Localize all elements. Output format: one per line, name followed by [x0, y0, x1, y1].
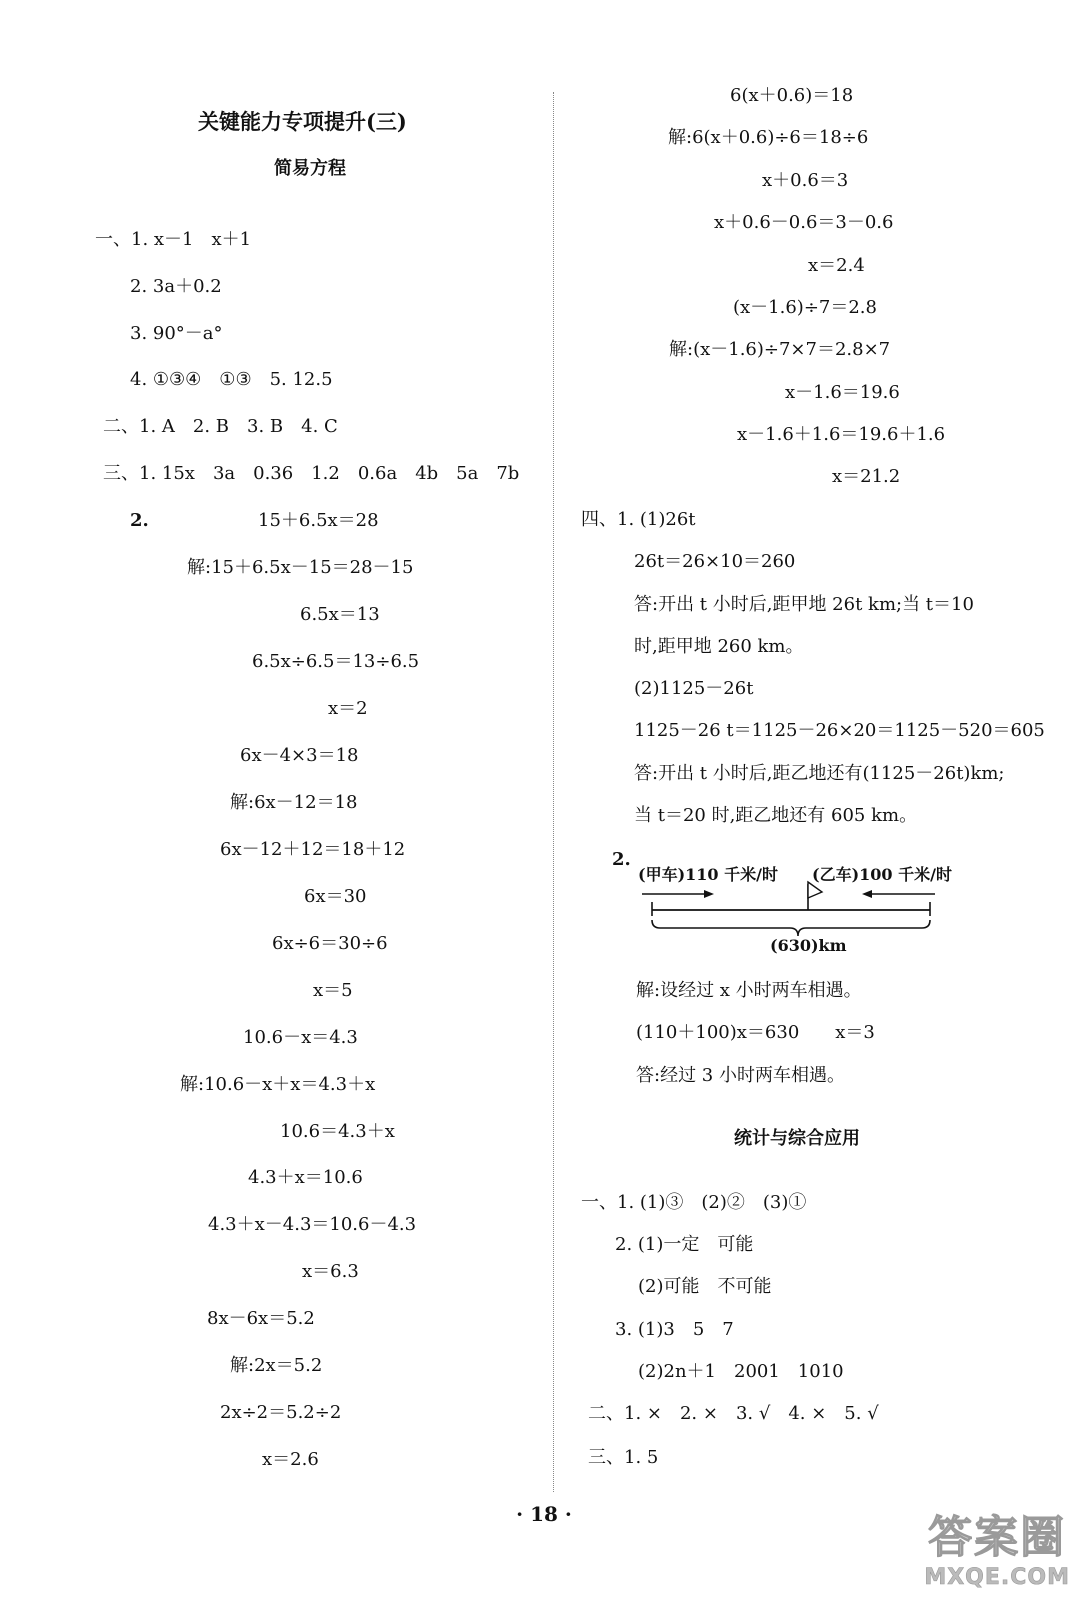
distance-label: (630)km: [770, 936, 847, 955]
answer-line: 3. 90°－a°: [130, 323, 223, 344]
equation-line: 4.3＋x＝10.6: [248, 1167, 363, 1188]
meeting-flag: [808, 882, 822, 898]
page-number: · 18 ·: [516, 1502, 572, 1526]
equation-line: 解:15＋6.5x－15＝28－15: [187, 557, 414, 578]
equation-line: 10.6＝4.3＋x: [280, 1121, 395, 1142]
meeting-diagram: [630, 858, 950, 958]
answer-line: 二、1. A 2. B 3. B 4. C: [103, 416, 338, 437]
answer-line: 时,距甲地 260 km。: [634, 636, 804, 657]
equation-line: 15＋6.5x＝28: [258, 510, 379, 531]
equation-line: x＝5: [313, 980, 353, 1001]
answer-line: 答:经过 3 小时两车相遇。: [636, 1065, 845, 1086]
equation-line: x＋0.6＝3: [762, 170, 849, 191]
answer-line: 26t＝26×10＝260: [634, 551, 796, 572]
equation-line: x＝21.2: [832, 466, 901, 487]
answer-line: (110＋100)x＝630 x＝3: [636, 1022, 875, 1043]
equation-line: x＋0.6－0.6＝3－0.6: [714, 212, 894, 233]
answer-line: (2)1125－26t: [634, 678, 754, 699]
equation-line: 4.3＋x－4.3＝10.6－4.3: [208, 1214, 417, 1235]
answer-line: 当 t＝20 时,距乙地还有 605 km。: [634, 805, 918, 826]
equation-line: 6.5x＝13: [300, 604, 380, 625]
equation-line: 解:10.6－x＋x＝4.3＋x: [180, 1074, 376, 1095]
answer-line: 2.: [130, 510, 149, 531]
column-divider: [553, 92, 554, 1492]
equation-line: x－1.6＝19.6: [785, 382, 900, 403]
watermark-logo: [924, 1501, 1070, 1590]
answer-line: 解:设经过 x 小时两车相遇。: [636, 980, 862, 1001]
answer-line: 3. (1)3 5 7: [615, 1319, 734, 1340]
answer-line: 答:开出 t 小时后,距乙地还有(1125－26t)km;: [634, 763, 1005, 784]
answer-line: 2. (1)一定 可能: [615, 1234, 754, 1255]
page-title: 关键能力专项提升(三): [198, 109, 407, 134]
car-b-label: (乙车)100 千米/时: [812, 865, 952, 884]
answer-line: 一、1. x－1 x＋1: [95, 229, 252, 250]
section-title: 简易方程: [274, 158, 346, 179]
equation-line: 6x＝30: [304, 886, 367, 907]
answer-line: 2. 3a＋0.2: [130, 276, 222, 297]
equation-line: 解:6x－12＝18: [230, 792, 358, 813]
answer-line: 1125－26 t＝1125－26×20＝1125－520＝605: [634, 720, 1045, 741]
watermark-logo-text: 答案圈: [928, 1512, 1067, 1563]
equation-line: 6x÷6＝30÷6: [272, 933, 388, 954]
answer-line: (2)2n＋1 2001 1010: [638, 1361, 844, 1382]
equation-line: x＝2.6: [262, 1449, 319, 1470]
answer-line: 二、1. × 2. × 3. √ 4. × 5. √: [588, 1403, 879, 1424]
equation-line: (x－1.6)÷7＝2.8: [733, 297, 877, 318]
answer-line: 答:开出 t 小时后,距甲地 26t km;当 t＝10: [634, 594, 974, 615]
equation-line: 解:2x＝5.2: [230, 1355, 323, 1376]
answer-line: 2.: [612, 849, 631, 870]
equation-line: 6.5x÷6.5＝13÷6.5: [252, 651, 420, 672]
equation-line: x＝6.3: [302, 1261, 359, 1282]
answer-line: 四、1. (1)26t: [581, 509, 696, 530]
answer-line: 三、1. 15x 3a 0.36 1.2 0.6a 4b 5a 7b: [103, 463, 520, 484]
answer-line: 三、1. 5: [588, 1447, 659, 1468]
equation-line: 6x－4×3＝18: [240, 745, 359, 766]
distance-brace: [652, 920, 930, 936]
equation-line: 6x－12＋12＝18＋12: [220, 839, 406, 860]
equation-line: 8x－6x＝5.2: [207, 1308, 315, 1329]
answer-line: 4. ①③④ ①③ 5. 12.5: [130, 369, 333, 390]
watermark-url: MXQE.COM: [924, 1565, 1070, 1590]
equation-line: 2x÷2＝5.2÷2: [220, 1402, 342, 1423]
equation-line: 解:6(x＋0.6)÷6＝18÷6: [668, 127, 869, 148]
section-title: 统计与综合应用: [734, 1128, 860, 1149]
answer-line: 一、1. (1)③ (2)② (3)①: [581, 1192, 807, 1213]
car-a-label: (甲车)110 千米/时: [638, 865, 778, 884]
equation-line: x＝2.4: [808, 255, 865, 276]
equation-line: 10.6－x＝4.3: [243, 1027, 358, 1048]
car-a-arrowhead: [704, 890, 714, 898]
equation-line: x＝2: [328, 698, 368, 719]
equation-line: x－1.6＋1.6＝19.6＋1.6: [737, 424, 946, 445]
answer-line: (2)可能 不可能: [638, 1276, 772, 1297]
equation-line: 解:(x－1.6)÷7×7＝2.8×7: [669, 339, 891, 360]
car-b-arrowhead: [862, 890, 872, 898]
equation-line: 6(x＋0.6)＝18: [730, 85, 854, 106]
